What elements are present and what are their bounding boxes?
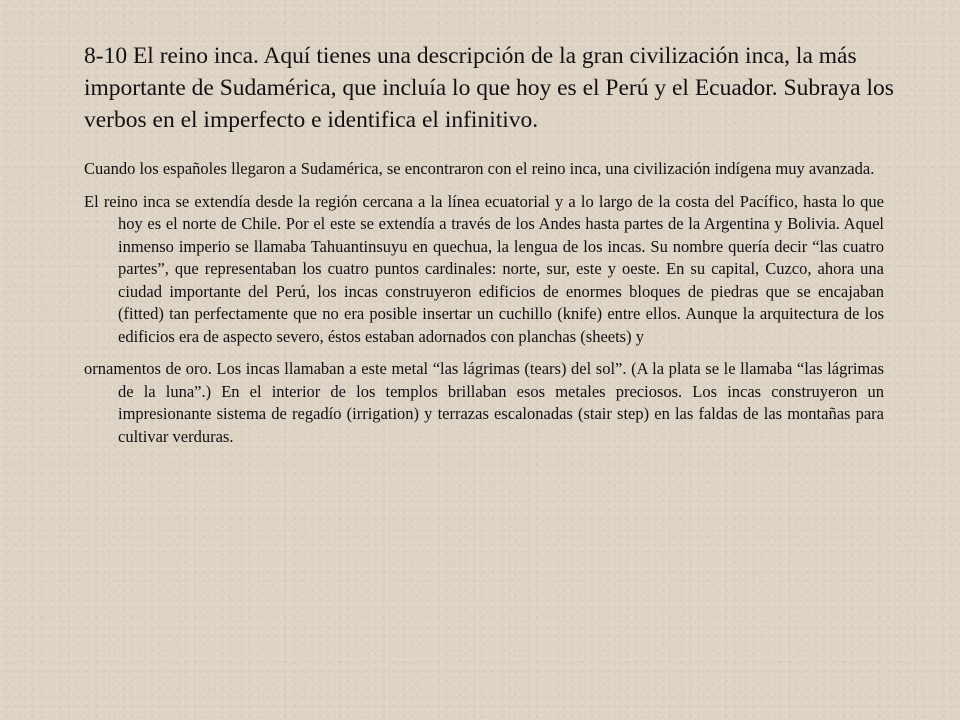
passage-paragraph-1: Cuando los españoles llegaron a Sudamérica, se encontraron con el reino inca, una civilización indígena muy avanzada.: [84, 159, 875, 178]
passage-paragraph-2: El reino inca se extendía desde la región cercana a la línea ecuatorial y a lo largo de la costa del Pacífico, hasta lo que hoy es el norte de Chile. Por el este se extendía a través de los Andes hasta partes de la Argentina y Bolivia. Aquel inmenso imperio se llamaba Tahuantinsuyu en quechua, la lengua de los incas. Su nombre quería decir “las cuatro partes”, que representaban los cuatro puntos cardinales: norte, sur, este y oeste. En su capital, Cuzco, ahora una ciudad importante del Perú, los incas construyeron edificios de enormes bloques de piedras que se encajaban (fitted) tan perfectamente que no era posible insertar un cuchillo (knife) entre ellos. Aunque la arquitectura de los edificios era de aspecto severo, éstos estaban adornados con planchas (sheets) y: [84, 191, 884, 346]
passage-paragraph-3: ornamentos de oro. Los incas llamaban a este metal “las lágrimas (tears) del sol”. (A la plata se le llamaba “las lágrimas de la luna”.) En el interior de los templos brillaban esos metales preciosos. Los incas construyeron un impresionante sistema de regadío (irrigation) y terrazas escalonadas (stair step) en las faldas de las montañas para cultivar verduras.: [84, 359, 884, 446]
exercise-heading: 8-10 El reino inca. Aquí tienes una descripción de la gran civilización inca, la más importante de Sudamérica, que incluía lo que hoy es el Perú y el Ecuador. Subraya los verbos en el imperfecto e identifica el infinitivo.: [84, 43, 894, 133]
reading-passage: [84, 158, 884, 458]
